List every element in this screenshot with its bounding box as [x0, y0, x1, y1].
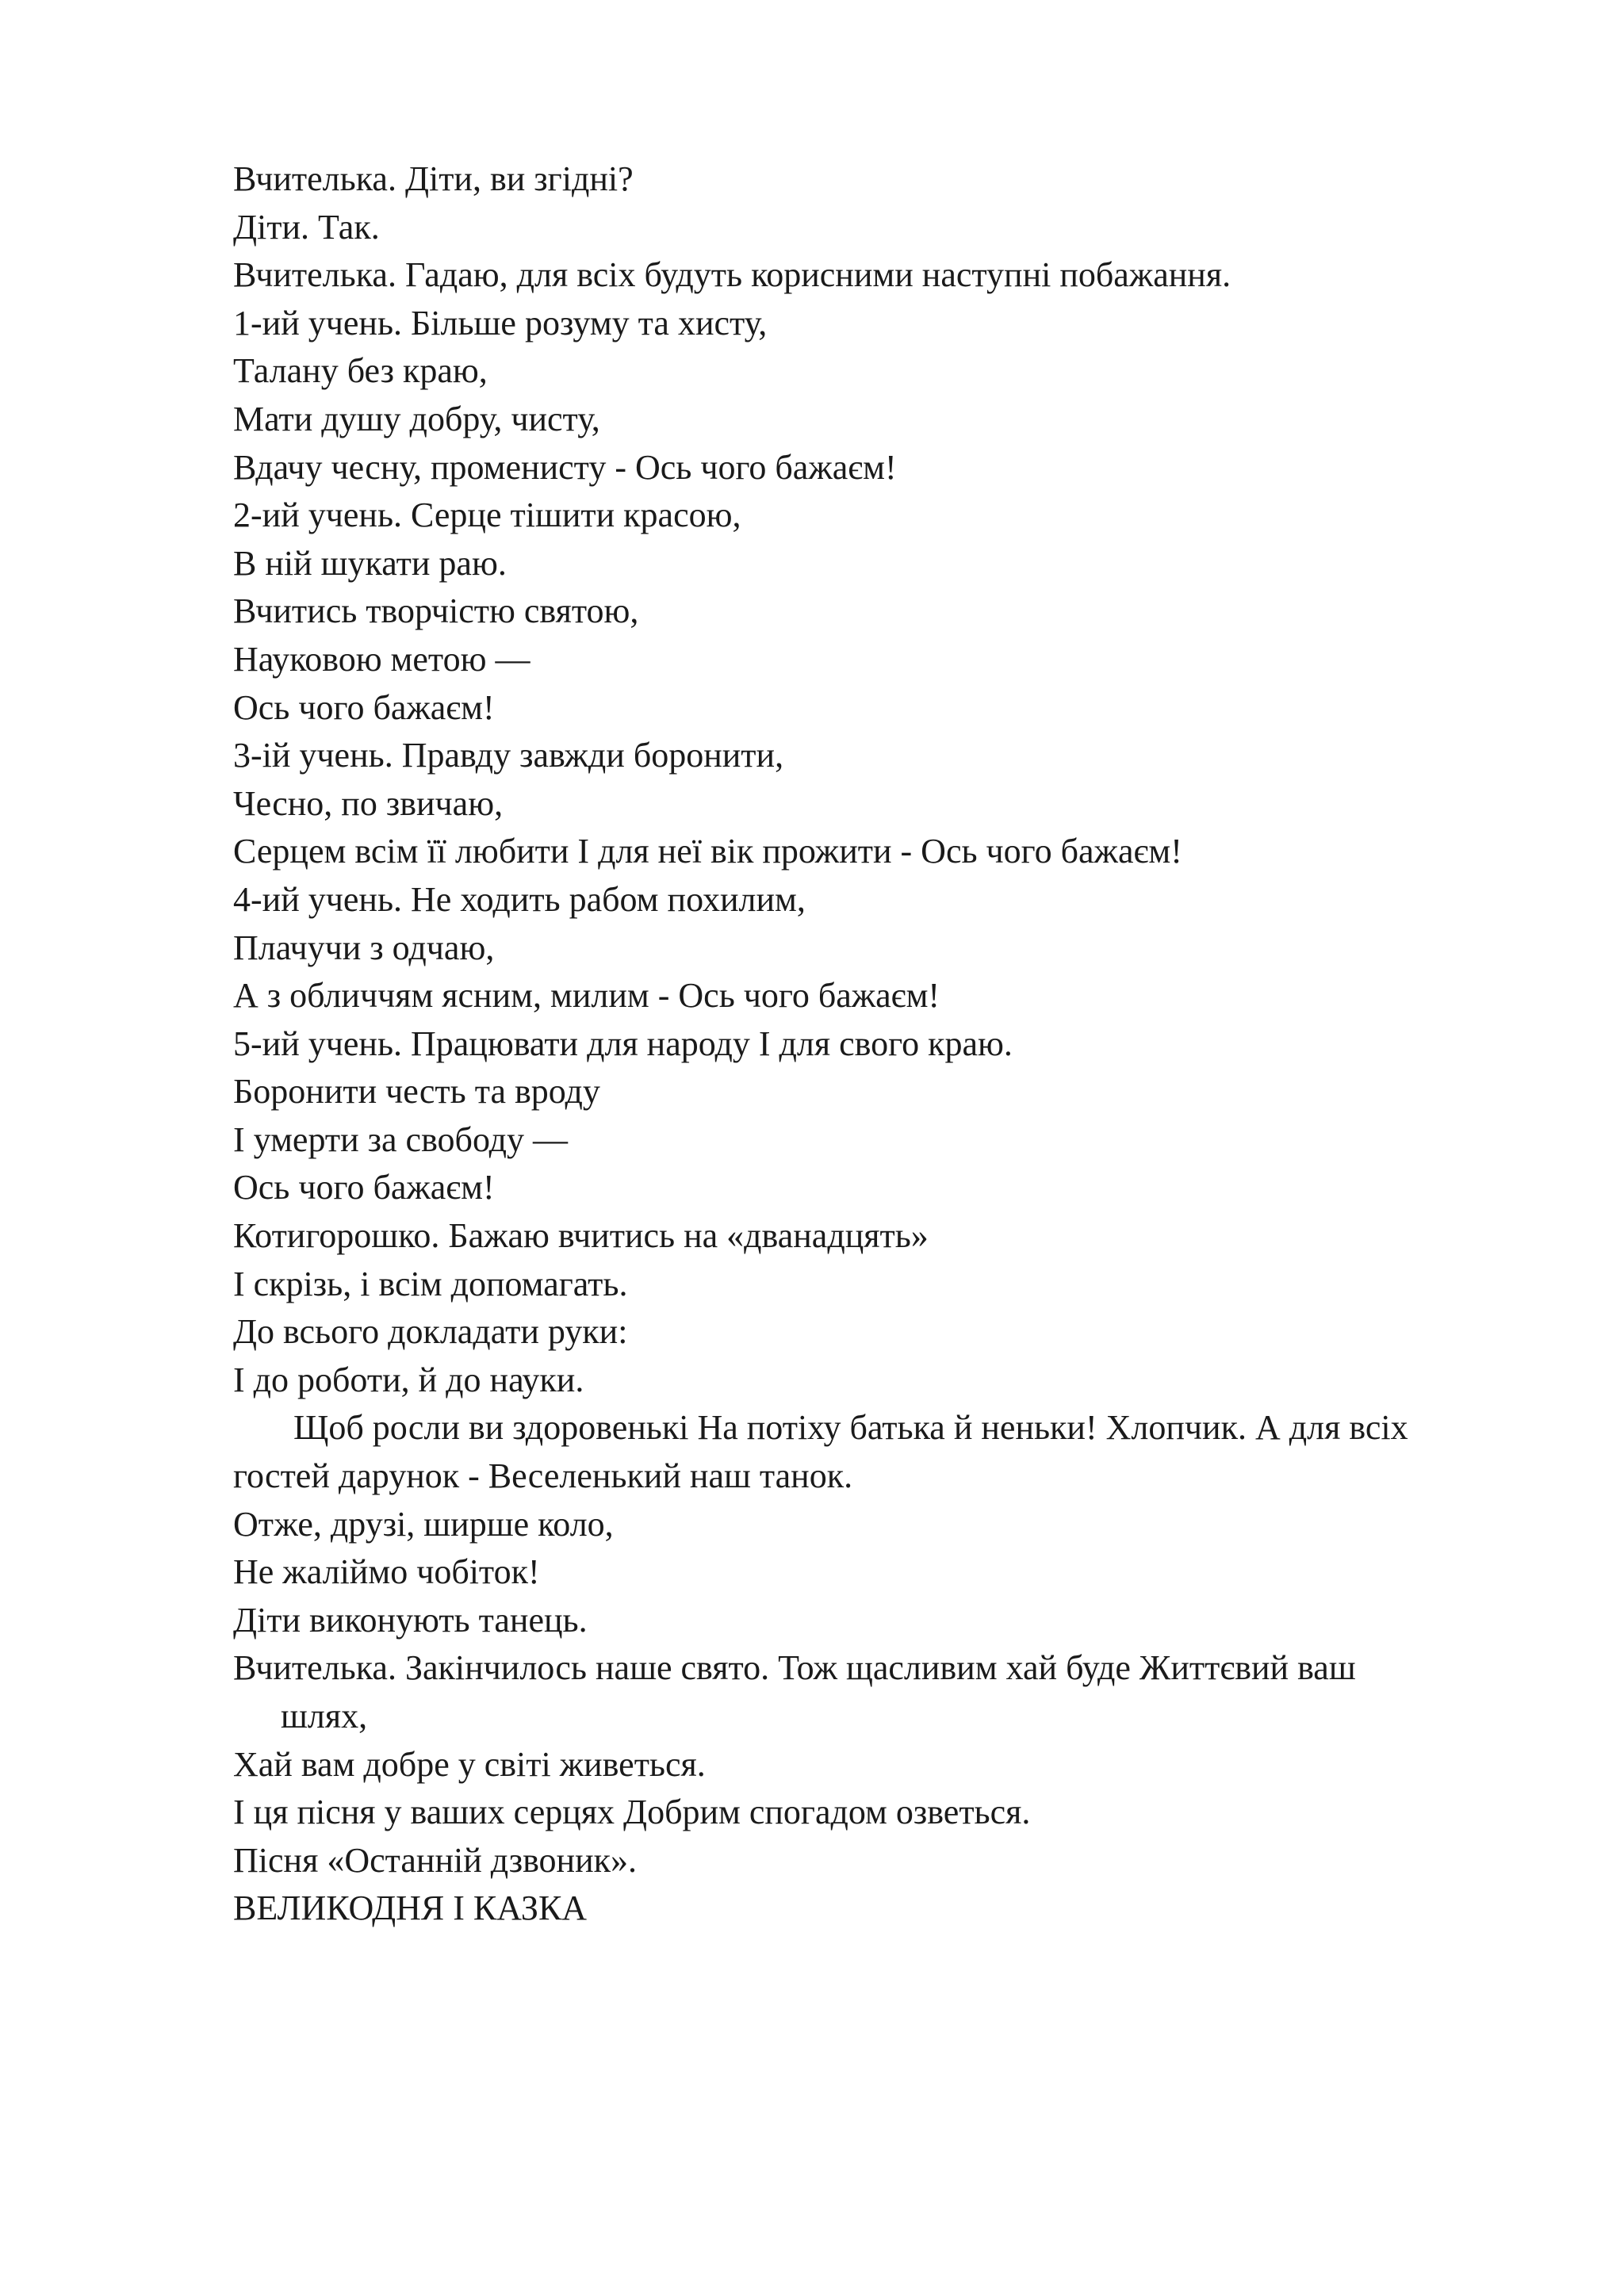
text-line: І до роботи, й до науки.	[233, 1360, 584, 1399]
text-line: Боронити честь та вроду	[233, 1072, 600, 1112]
text-line: Котигорошко. Бажаю вчитись на «дванадцять»	[233, 1216, 929, 1256]
text-line: Серцем всім її любити І для неї вік прожити - Ось чого бажаєм!	[233, 832, 1182, 871]
text-line: Хай вам добре у світі живеться.	[233, 1744, 706, 1784]
text-line: Діти виконують танець.	[233, 1600, 588, 1640]
text-line: Вчителька. Гадаю, для всіх будуть корисними наступні побажання.	[233, 255, 1231, 295]
text-line: 4-ий учень. Не ходить рабом похилим,	[233, 879, 806, 919]
text-line: 5-ий учень. Працювати для народу І для свого краю.	[233, 1024, 1013, 1063]
text-line: Отже, друзі, ширше коло,	[233, 1504, 614, 1544]
text-line: 3-ій учень. Правду завжди боронити,	[233, 736, 784, 775]
text-line: Ось чого бажаєм!	[233, 687, 495, 727]
text-line: До всього докладати руки:	[233, 1312, 628, 1352]
text-line: Чесно, по звичаю,	[233, 783, 504, 823]
text-line: 1-ий учень. Більше розуму та хисту,	[233, 303, 768, 342]
text-line: Плачучи з одчаю,	[233, 928, 495, 967]
text-line: Науковою метою —	[233, 639, 530, 679]
text-line: Вчителька. Закінчилось наше свято. Тож щасливим хай буде Життєвий ваш	[233, 1648, 1356, 1688]
text-line: Вдачу чесну, променисту - Ось чого бажаєм!	[233, 447, 897, 487]
text-line: 2-ий учень. Серце тішити красою,	[233, 496, 741, 535]
text-line: Ось чого бажаєм!	[233, 1168, 495, 1207]
section-heading: ВЕЛИКОДНЯ І КАЗКА	[233, 1888, 588, 1928]
text-line-continuation: шлях,	[281, 1697, 368, 1735]
text-line: Діти. Так.	[233, 207, 380, 247]
text-line: Пісня «Останній дзвоник».	[233, 1840, 638, 1880]
text-line: гостей дарунок - Веселенький наш танок.	[233, 1456, 853, 1496]
text-line: Талану без краю,	[233, 351, 488, 391]
text-line: Вчитись творчістю святою,	[233, 591, 639, 631]
text-line: І скрізь, і всім допомагать.	[233, 1264, 628, 1303]
text-line: Вчителька. Діти, ви згідні?	[233, 159, 634, 198]
text-line: А з обличчям ясним, милим - Ось чого бажаєм!	[233, 976, 940, 1016]
text-line: І умерти за свободу —	[233, 1119, 569, 1159]
text-line-indented: Щоб росли ви здоровенькі На потіху батька й неньки! Хлопчик. А для всіх	[293, 1408, 1408, 1448]
text-line: В ній шукати раю.	[233, 543, 507, 583]
text-line: І ця пісня у ваших серцях Добрим спогадом озветься.	[233, 1793, 1031, 1832]
text-line: Не жаліймо чобіток!	[233, 1552, 540, 1592]
text-line: Мати душу добру, чисту,	[233, 399, 600, 438]
document-body	[233, 155, 1534, 1933]
